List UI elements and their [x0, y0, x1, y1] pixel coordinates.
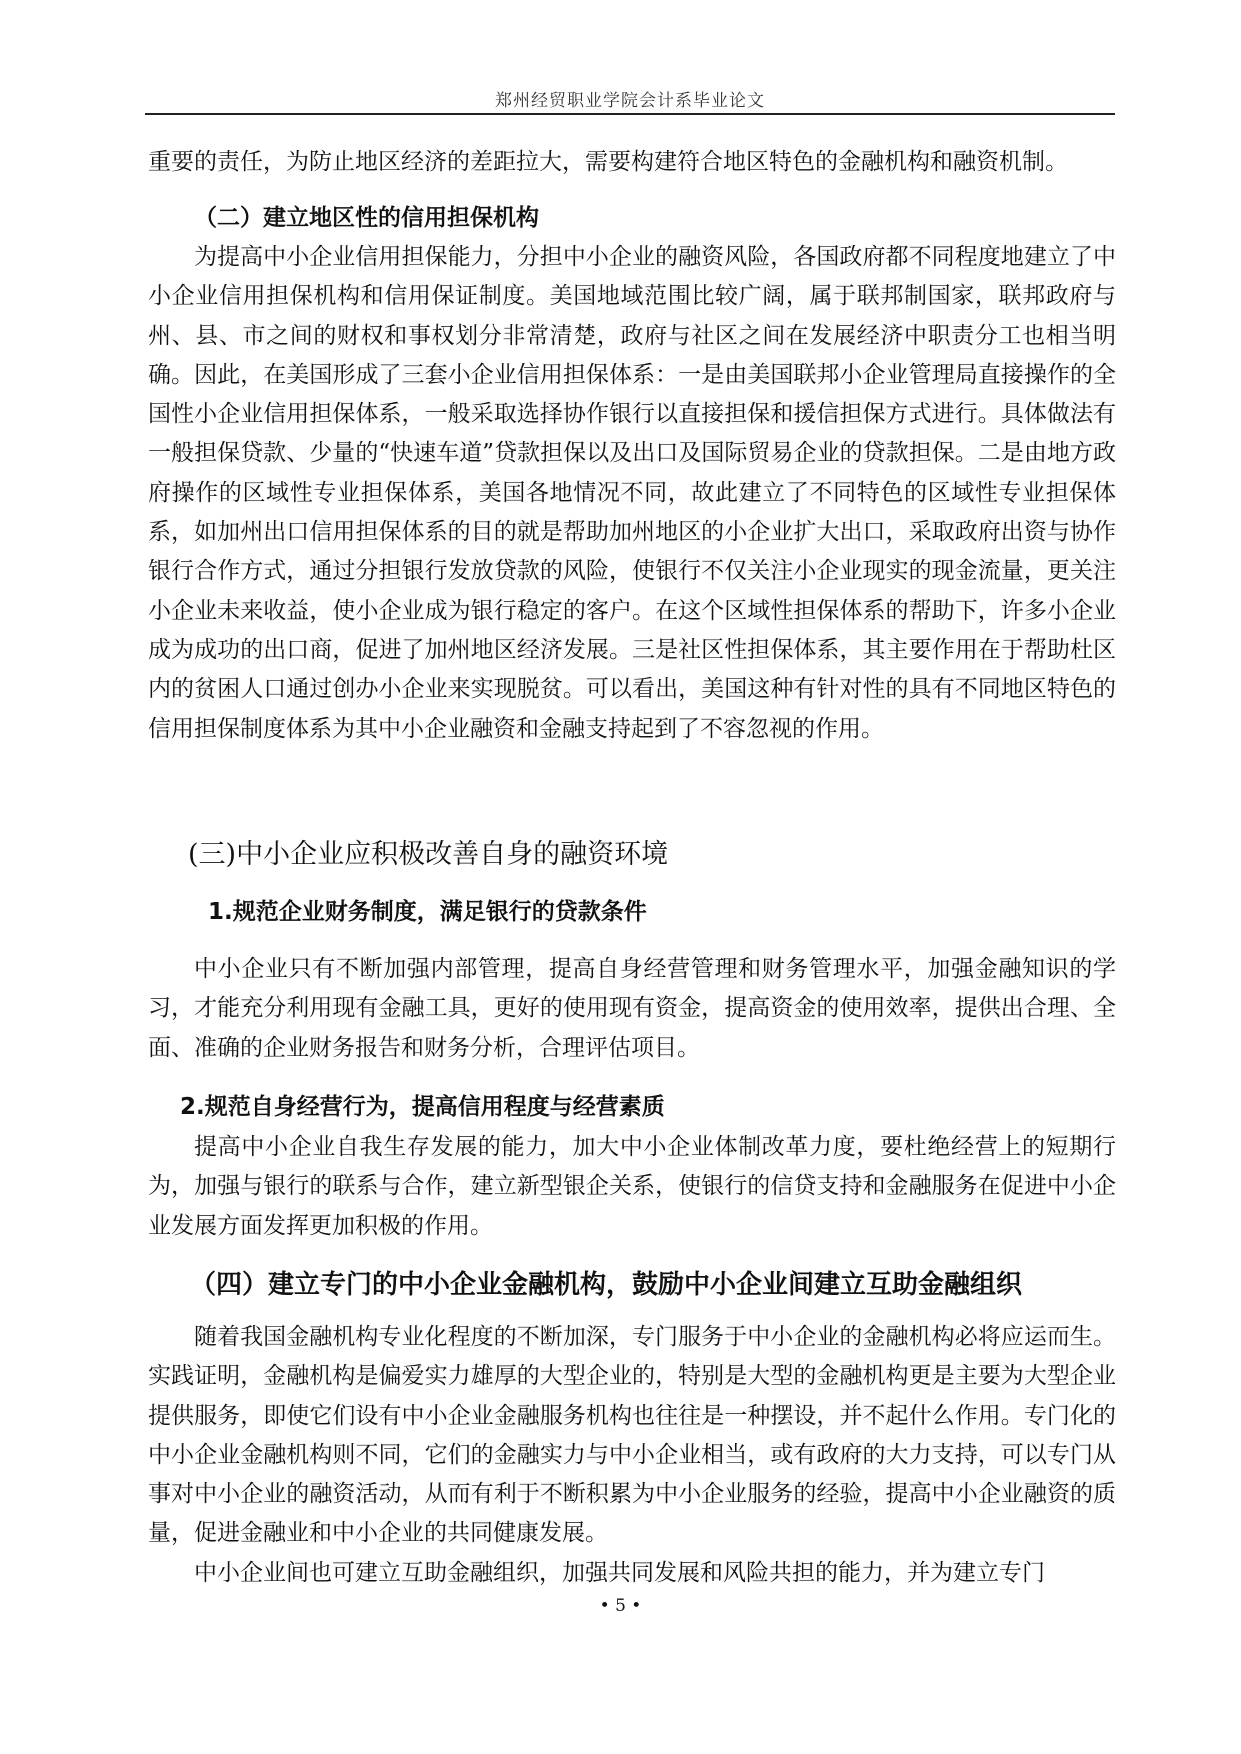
paragraph-business-conduct: 提高中小企业自我生存发展的能力，加大中小企业体制改革力度，要杜绝经营上的短期行为，加强与银行的联系与合作，建立新型银企关系，使银行的信贷支持和金融服务在促进中小企业发展方面发挥更加积极的作用。 [148, 1134, 1116, 1239]
paragraph-specialized-institutions: 随着我国金融机构专业化程度的不断加深，专门服务于中小企业的金融机构必将应运而生。实践证明，金融机构是偏爱实力雄厚的大型企业的，特别是大型的金融机构更是主要为大型企业提供服务，即使它们设有中小企业金融服务机构也往往是一种摆设，并不起什么作用。专门化的中小企业金融机构则不同，它们的金融实力与中小企业相当，或有政府的大力支持，可以专门从事对中小企业的融资活动，从而有利于不断积累为中小企业服务的经验，提高中小企业融资的质量，促进金融业和中小企业的共同健康发展。 [148, 1324, 1116, 1547]
heading-section-four: （四）建立专门的中小企业金融机构，鼓励中小企业间建立互助金融组织 [190, 1270, 1023, 1300]
paragraph-continuation: 重要的责任，为防止地区经济的差距拉大，需要构建符合地区特色的金融机构和融资机制。 [148, 149, 1068, 175]
page-number: • 5 • [599, 1596, 642, 1616]
heading-section-two: （二）建立地区性的信用担保机构 [194, 205, 539, 231]
paragraph-credit-guarantee: 为提高中小企业信用担保能力，分担中小企业的融资风险，各国政府都不同程度地建立了中小企业信用担保机构和信用保证制度。美国地域范围比较广阔，属于联邦制国家，联邦政府与州、县、市之间的财权和事权划分非常清楚，政府与社区之间在发展经济中职责分工也相当明确。因此，在美国形成了三套小企业信用担保体系：一是由美国联邦小企业管理局直接操作的全国性小企业信用担保体系，一般采取选择协作银行以直接担保和援信担保方式进行。具体做法有一般担保贷款、少量的“快速车道”贷款担保以及出口及国际贸易企业的贷款担保。二是由地方政府操作的区域性专业担保体系，美国各地情况不同，故此建立了不同特色的区域性专业担保体系，如加州出口信用担保体系的目的就是帮助加州地区的小企业扩大出口，采取政府出资与协作银行合作方式，通过分担银行发放贷款的风险，使银行不仅关注小企业现实的现金流量，更关注小企业未来收益，使小企业成为银行稳定的客户。在这个区域性担保体系的帮助下，许多小企业成为成功的出口商，促进了加州地区经济发展。三是社区性担保体系，其主要作用在于帮助杜区内的贫困人口通过创办小企业来实现脱贫。可以看出，美国这种有针对性的具有不同地区特色的信用担保制度体系为其中小企业融资和金融支持起到了不容忽视的作用。 [148, 244, 1116, 742]
heading-section-three: (三)中小企业应积极改善自身的融资环境 [188, 839, 669, 870]
header-rule [145, 113, 1115, 115]
heading-subsection-2: 2.规范自身经营行为，提高信用程度与经营素质 [180, 1094, 665, 1120]
heading-subsection-1: 1.规范企业财务制度，满足银行的贷款条件 [208, 899, 647, 925]
paragraph-financial-system: 中小企业只有不断加强内部管理，提高自身经营管理和财务管理水平，加强金融知识的学习，才能充分利用现有金融工具，更好的使用现有资金，提高资金的使用效率，提供出合理、全面、准确的企业财务报告和财务分析，合理评估项目。 [148, 956, 1116, 1061]
running-header: 郑州经贸职业学院会计系毕业论文 [495, 91, 765, 111]
paragraph-mutual-aid: 中小企业间也可建立互助金融组织，加强共同发展和风险共担的能力，并为建立专门 [194, 1560, 1045, 1586]
